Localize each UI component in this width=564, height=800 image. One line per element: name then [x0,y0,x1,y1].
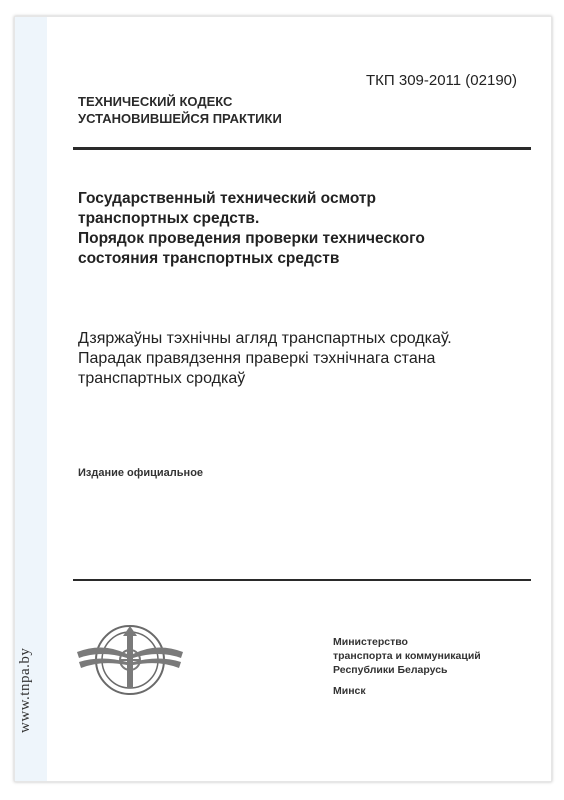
document-type [78,93,378,127]
publisher-line: транспорта и коммуникаций [333,650,481,662]
document-type-line: ТЕХНИЧЕСКИЙ КОДЕКС [78,94,233,109]
title-ru-line: Порядок проведения проверки технического [78,230,425,247]
title-by-line: транспартных сродкаў [78,370,246,387]
title-russian [78,189,498,269]
title-by-line: Парадак правядзення праверкі тэхнічнага стана [78,350,436,367]
ministry-emblem-icon [75,612,185,707]
title-belarusian [78,329,518,389]
top-rule [73,147,531,150]
title-ru-line: транспортных средств. [78,210,260,227]
title-by-line: Дзяржаўны тэхнічны агляд транспартных сродкаў. [78,330,452,347]
publisher [333,635,533,698]
publisher-line: Министерство [333,636,408,648]
edition-note: Издание официальное [78,467,204,479]
document-code: ТКП 309-2011 (02190) [366,72,517,89]
document-page [14,16,552,782]
side-url: www.tnpa.by [17,647,33,733]
bottom-rule [73,579,531,581]
publisher-city: Минск [333,685,366,697]
title-ru-line: Государственный технический осмотр [78,190,376,207]
title-ru-line: состояния транспортных средств [78,250,340,267]
document-type-line: УСТАНОВИВШЕЙСЯ ПРАКТИКИ [78,111,282,126]
publisher-line: Республики Беларусь [333,664,448,676]
